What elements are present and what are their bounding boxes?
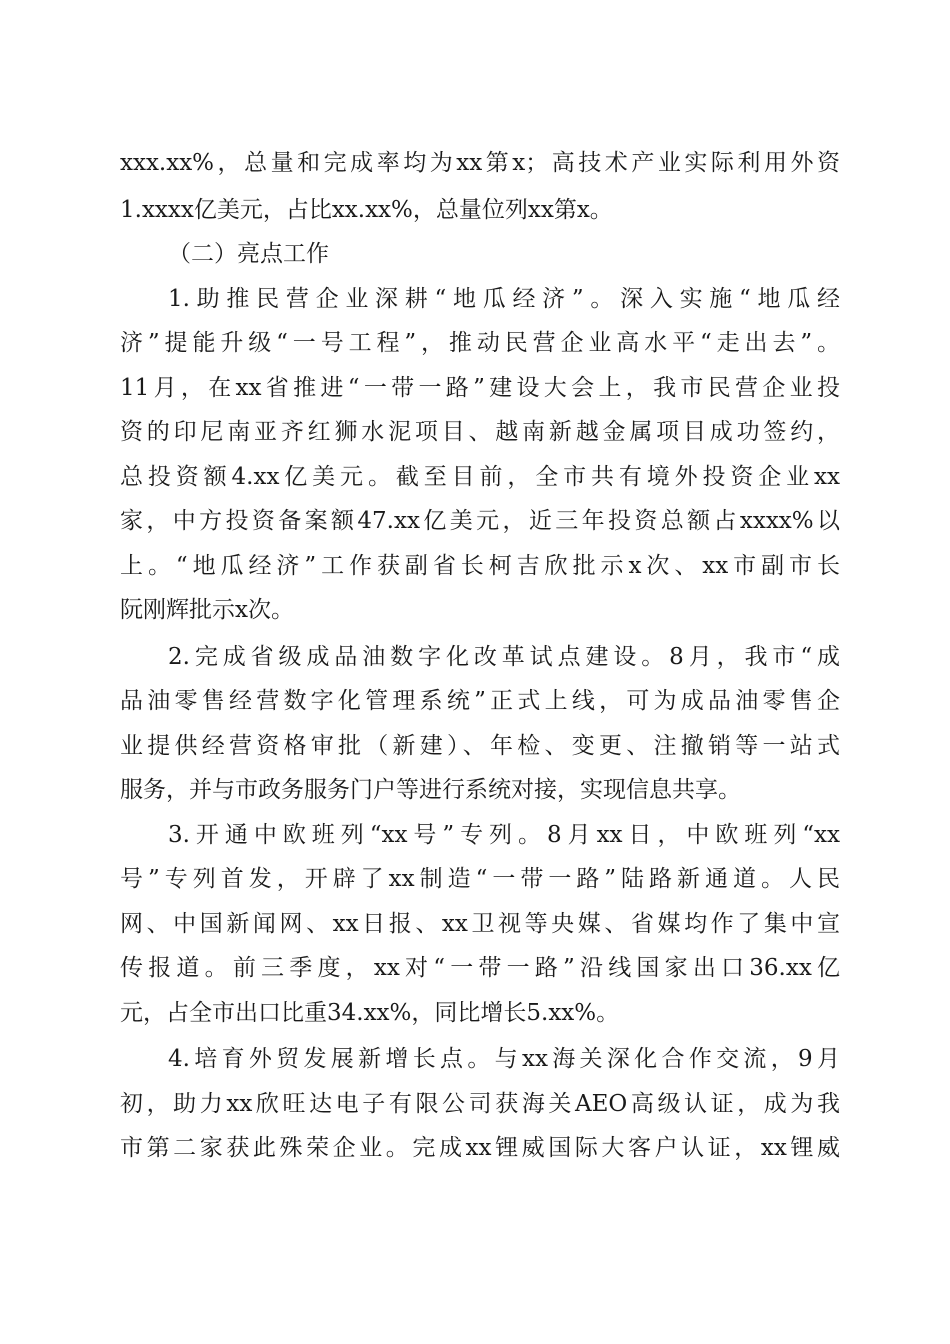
paragraph-line: 上。“地瓜经济”工作获副省长柯吉欣批示x次、xx市副市长 — [120, 553, 840, 579]
paragraph-line: 资的印尼南亚齐红狮水泥项目、越南新越金属项目成功签约， — [120, 419, 840, 445]
paragraph-line: 市第二家获此殊荣企业。完成xx锂威国际大客户认证，xx锂威 — [120, 1135, 840, 1161]
paragraph-line: 业提供经营资格审批（新建）、年检、变更、注撤销等一站式 — [120, 733, 840, 759]
paragraph-line: 1.助推民营企业深耕“地瓜经济”。深入实施“地瓜经 — [168, 286, 840, 312]
paragraph-line: 初，助力xx欣旺达电子有限公司获海关AEO高级认证，成为我 — [120, 1091, 840, 1117]
paragraph-line: 阮刚辉批示x次。 — [120, 597, 294, 623]
paragraph-line: xxx.xx%，总量和完成率均为xx第x；高技术产业实际利用外资 — [120, 150, 840, 176]
paragraph-line: 品油零售经营数字化管理系统”正式上线，可为成品油零售企 — [120, 688, 840, 714]
section-heading: （二）亮点工作 — [168, 241, 329, 267]
paragraph-line: 1.xxxx亿美元，占比xx.xx%，总量位列xx第x。 — [120, 197, 613, 223]
paragraph-line: 家，中方投资备案额47.xx亿美元，近三年投资总额占xxxx%以 — [120, 508, 840, 534]
paragraph-line: 11月，在xx省推进“一带一路”建设大会上，我市民营企业投 — [120, 375, 840, 401]
paragraph-line: 传报道。前三季度，xx对“一带一路”沿线国家出口36.xx亿 — [120, 955, 840, 981]
paragraph-line: 网、中国新闻网、xx日报、xx卫视等央媒、省媒均作了集中宣 — [120, 911, 840, 937]
paragraph-line: 3.开通中欧班列“xx号”专列。8月xx日，中欧班列“xx — [168, 822, 840, 848]
paragraph-line: 服务，并与市政务服务门户等进行系统对接，实现信息共享。 — [120, 777, 741, 803]
paragraph-line: 2.完成省级成品油数字化改革试点建设。8月，我市“成 — [168, 644, 840, 670]
paragraph-line: 济”提能升级“一号工程”，推动民营企业高水平“走出去”。 — [120, 330, 840, 356]
paragraph-line: 总投资额4.xx亿美元。截至目前，全市共有境外投资企业xx — [120, 464, 840, 490]
paragraph-line: 号”专列首发，开辟了xx制造“一带一路”陆路新通道。人民 — [120, 866, 840, 892]
paragraph-line: 4.培育外贸发展新增长点。与xx海关深化合作交流，9月 — [168, 1046, 840, 1072]
paragraph-line: 元，占全市出口比重34.xx%，同比增长5.xx%。 — [120, 1000, 620, 1026]
